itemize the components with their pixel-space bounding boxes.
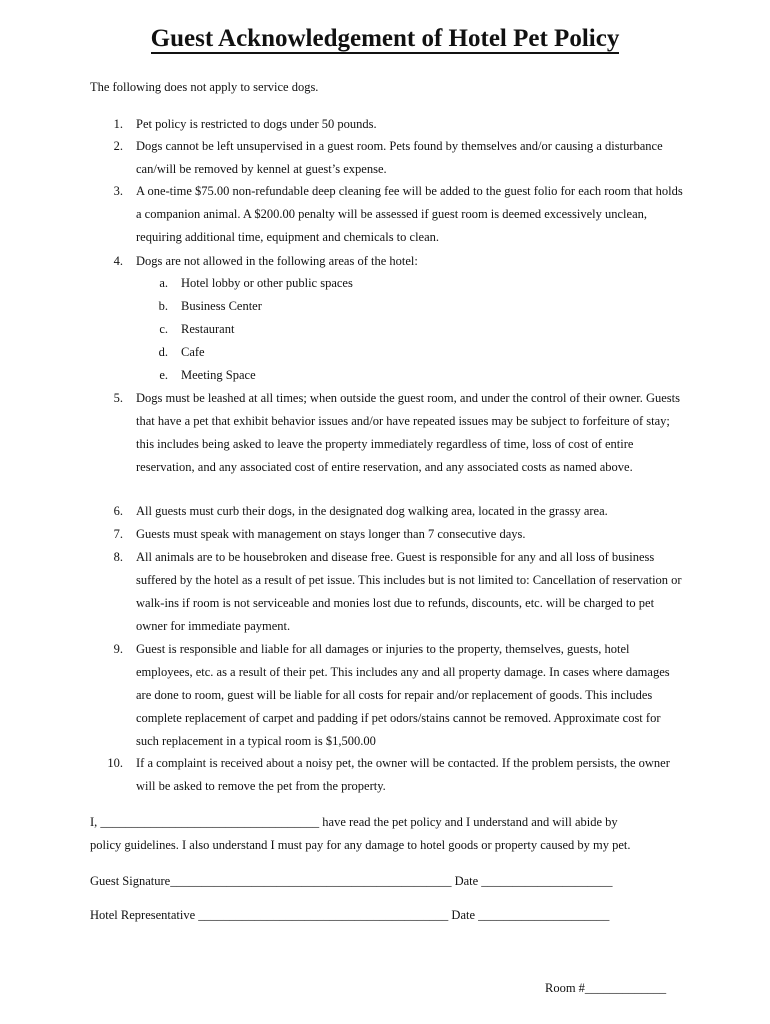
restricted-area-letter: b. — [158, 299, 168, 313]
rule-number: 9. — [113, 642, 123, 656]
restricted-area-label: Restaurant — [181, 322, 235, 336]
guest-signature-line: Guest Signature_____________________________________________ Date _____________________ — [90, 874, 613, 888]
acknowledgement-line-2: policy guidelines. I also understand I must pay for any damage to hotel goods or property caused by my pet. — [90, 838, 631, 852]
document-title-text: Guest Acknowledgement of Hotel Pet Policy — [150, 25, 620, 52]
rule-text: Guest is responsible and liable for all damages or injuries to the property, themselves, guests, hotel employees, etc. as a result of their pet. This includes any and all property damage. In cases where damages are done to room, guest will be liable for all costs for repair and/or replacement of goods. This includes complete replacement of carpet and padding if pet odors/stains cannot be removed. Approximate cost for such replacement in a typical room is $1,500.00 — [136, 642, 670, 748]
rule-number: 4. — [113, 254, 123, 268]
rule-text: Guests must speak with management on stays longer than 7 consecutive days. — [136, 527, 526, 541]
restricted-area-letter: a. — [159, 276, 168, 290]
rule-number: 3. — [113, 184, 123, 198]
restricted-area-label: Meeting Space — [181, 368, 256, 382]
rule-text: Dogs cannot be left unsupervised in a guest room. Pets found by themselves and/or causing a disturbance can/will be removed by kennel at guest’s expense. — [136, 139, 663, 176]
document-title — [0, 24, 770, 54]
rule-number: 8. — [113, 550, 123, 564]
rule-text: Pet policy is restricted to dogs under 50 pounds. — [136, 117, 377, 131]
rule-number: 5. — [113, 391, 123, 405]
rule-number: 1. — [113, 117, 123, 131]
rule-number: 2. — [113, 139, 123, 153]
rule-text: Dogs are not allowed in the following areas of the hotel: — [136, 254, 418, 268]
hotel-representative-line: Hotel Representative ________________________________________ Date _____________________ — [90, 908, 610, 922]
rule-text: A one-time $75.00 non-refundable deep cleaning fee will be added to the guest folio for each room that holds a companion animal. A $200.00 penalty will be assessed if guest room is deemed excessively unclean, requiring additional time, equipment and chemicals to clean. — [136, 184, 683, 244]
restricted-area-label: Cafe — [181, 345, 205, 359]
room-number-line: Room #_____________ — [545, 981, 667, 995]
acknowledgement-line-1: I, ___________________________________ have read the pet policy and I understand and will abide by — [90, 815, 618, 829]
rule-text: Dogs must be leashed at all times; when outside the guest room, and under the control of their owner. Guests that have a pet that exhibit behavior issues and/or have repeated issues may be subject to forfeiture of stay; this includes being asked to leave the property immediately regardless of time, loss of cost of entire reservation, and any associated cost of entire reservation, and any associated costs as named above. — [136, 391, 680, 474]
rule-number: 7. — [113, 527, 123, 541]
rule-text: If a complaint is received about a noisy pet, the owner will be contacted. If the problem persists, the owner will be asked to remove the pet from the property. — [136, 756, 670, 793]
restricted-area-label: Business Center — [181, 299, 262, 313]
restricted-area-letter: c. — [159, 322, 168, 336]
rule-text: All guests must curb their dogs, in the designated dog walking area, located in the grassy area. — [136, 504, 608, 518]
rule-number: 6. — [113, 504, 123, 518]
rule-number: 10. — [107, 756, 123, 770]
restricted-area-letter: d. — [158, 345, 168, 359]
restricted-area-letter: e. — [159, 368, 168, 382]
rule-text: All animals are to be housebroken and disease free. Guest is responsible for any and all loss of business suffered by the hotel as a result of pet issue. This includes but is not limited to: Cancellation of reservation or walk-ins if room is not serviceable and monies lost due to refunds, discounts, etc. will be charged to pet owner for immediate payment. — [136, 550, 682, 633]
intro-text: The following does not apply to service dogs. — [90, 80, 319, 94]
restricted-area-label: Hotel lobby or other public spaces — [181, 276, 353, 290]
